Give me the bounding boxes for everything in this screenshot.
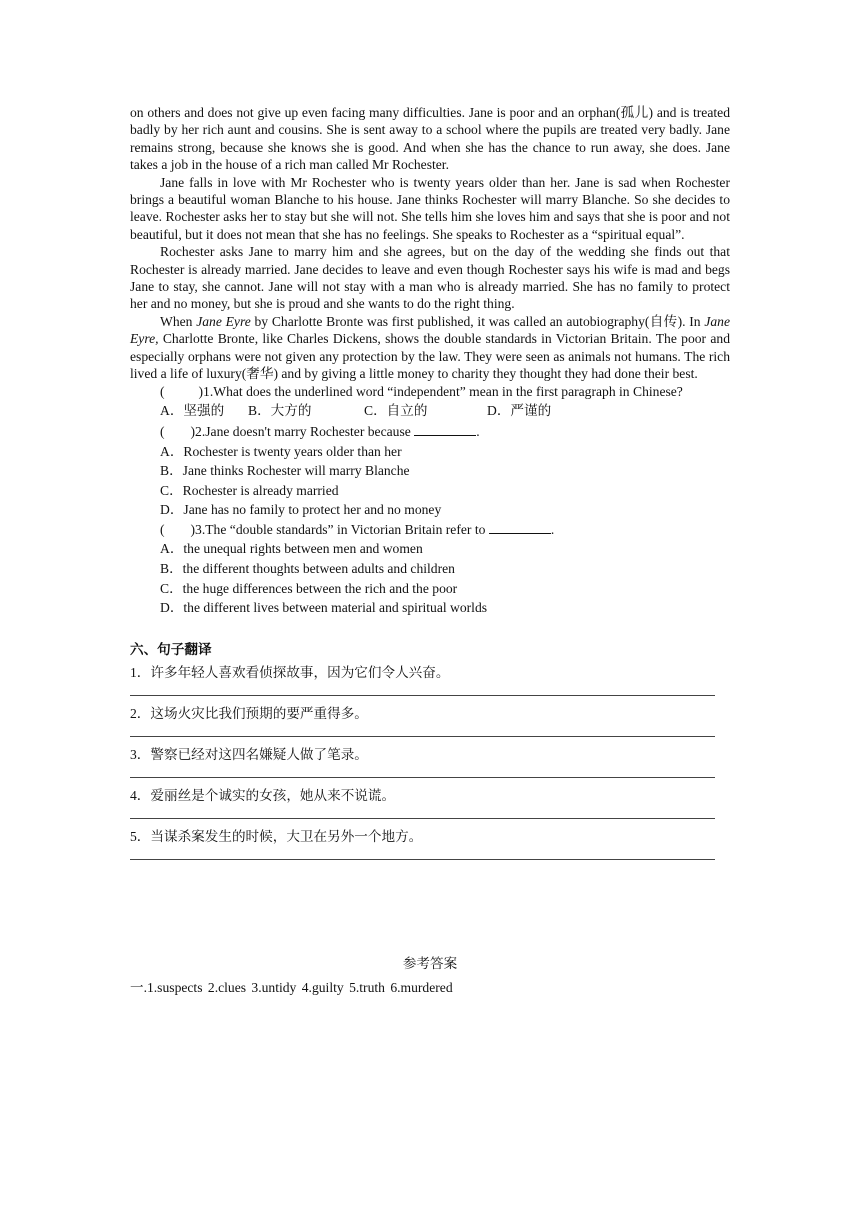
p4-text-a: When — [160, 313, 197, 329]
answer-paren-open: ( — [160, 383, 165, 399]
passage-paragraph-3: Rochester asks Jane to marry him and she agrees, but on the day of the wedding she finds out that Rochester is already married. Jane decides to leave and even though Rochester says his wife is mad and begs Jane to stay, she cannot. Jane will not stay with a man who is already married. She has no family to protect her and no money, but she is proud and she wants to do the right thing. — [130, 244, 730, 312]
passage-paragraph-2: Jane falls in love with Mr Rochester who is twenty years older than her. Jane is sad when Rochester brings a beautiful woman Blanche to his house. Jane thinks Rochester will marry Blanche. So she decides to leave. Rochester asks her to stay but she will not. She tells him she loves him and says that she is poor and not beautiful, but it does not mean that she has no feelings. She speaks to Rochester as a “spiritual equal”. — [130, 174, 730, 242]
fill-blank — [414, 424, 476, 436]
option-c: C．自立的 — [364, 402, 428, 418]
option-c: C．the huge differences between the rich and the poor — [160, 580, 458, 596]
translation-item-3: 3．警察已经对这四名嫌疑人做了笔录。 — [130, 746, 368, 762]
answer-paren-open: ( — [160, 521, 165, 537]
p4-text-c: Charlotte Bronte, like Charles Dickens, shows the double standards in Victorian Britain. The poor and especially orphans were not given any protection by the law. They were seen as animals not humans. The rich lived a life of luxury(奢华) and by giving a little money to charity they thought they had done their best. — [130, 331, 730, 382]
option-a: A．坚强的 — [160, 402, 225, 418]
question-2-text: )2.Jane doesn't marry Rochester because — [190, 423, 411, 439]
answer-line[interactable] — [130, 805, 715, 819]
answers-title: 参考答案 — [402, 955, 458, 971]
option-b: B．Jane thinks Rochester will marry Blanche — [160, 463, 410, 479]
translation-item-4: 4．爱丽丝是个诚实的女孩，她从来不说谎。 — [130, 787, 396, 803]
question-1-options — [130, 401, 730, 420]
question-2 — [130, 422, 730, 442]
translation-item-2: 2．这场火灾比我们预期的要严重得多。 — [130, 705, 368, 721]
book-title: Jane Eyre — [196, 313, 251, 329]
option-d: D．the different lives between material and spiritual worlds — [160, 600, 488, 616]
answers-line: 一.1.suspects 2.clues 3.untidy 4.guilty 5.truth 6.murdered — [130, 979, 453, 995]
question-3-text: )3.The “double standards” in Victorian Britain refer to — [190, 521, 486, 537]
answer-line[interactable] — [130, 846, 715, 860]
question-3 — [130, 520, 730, 540]
answer-line[interactable] — [130, 764, 715, 778]
translation-item-1: 1．许多年轻人喜欢看侦探故事，因为它们令人兴奋。 — [130, 664, 450, 680]
option-d: D．Jane has no family to protect her and no money — [160, 502, 442, 518]
option-a: A．Rochester is twenty years older than her — [160, 443, 402, 459]
passage-paragraph-1: on others and does not give up even facing many difficulties. Jane is poor and an orphan(孤儿) and is treated badly by her rich aunt and cousins. She is sent away to a school where the pupils are treated very badly. Jane remains strong, because she knows she is good. And when she has the chance to run away, she does. Jane takes a job in the house of a rich man called Mr Rochester. — [130, 105, 730, 173]
option-b: B．大方的 — [248, 402, 312, 418]
question-2-suffix: . — [476, 423, 480, 439]
question-1 — [130, 383, 730, 400]
answer-line[interactable] — [130, 723, 715, 737]
question-3-suffix: . — [550, 521, 555, 537]
section-title: 六、句子翻译 — [130, 641, 212, 657]
question-1-text: )1.What does the underlined word “independent” mean in the first paragraph in Chinese? — [198, 383, 683, 399]
document-page — [130, 104, 730, 997]
fill-blank — [489, 522, 551, 534]
option-a: A．the unequal rights between men and women — [160, 541, 423, 557]
answer-line[interactable] — [130, 682, 715, 696]
passage-paragraph-4 — [130, 313, 730, 383]
option-d: D．严谨的 — [487, 402, 552, 418]
option-b: B．the different thoughts between adults and children — [160, 561, 455, 577]
answer-paren-open: ( — [160, 423, 165, 439]
translation-item-5: 5．当谋杀案发生的时候，大卫在另外一个地方。 — [130, 828, 423, 844]
option-c: C．Rochester is already married — [160, 482, 339, 498]
p4-text-b: by Charlotte Bronte was first published, it was called an autobiography(自传). In — [250, 313, 705, 329]
book-title: Jane Eyre, — [130, 313, 730, 347]
